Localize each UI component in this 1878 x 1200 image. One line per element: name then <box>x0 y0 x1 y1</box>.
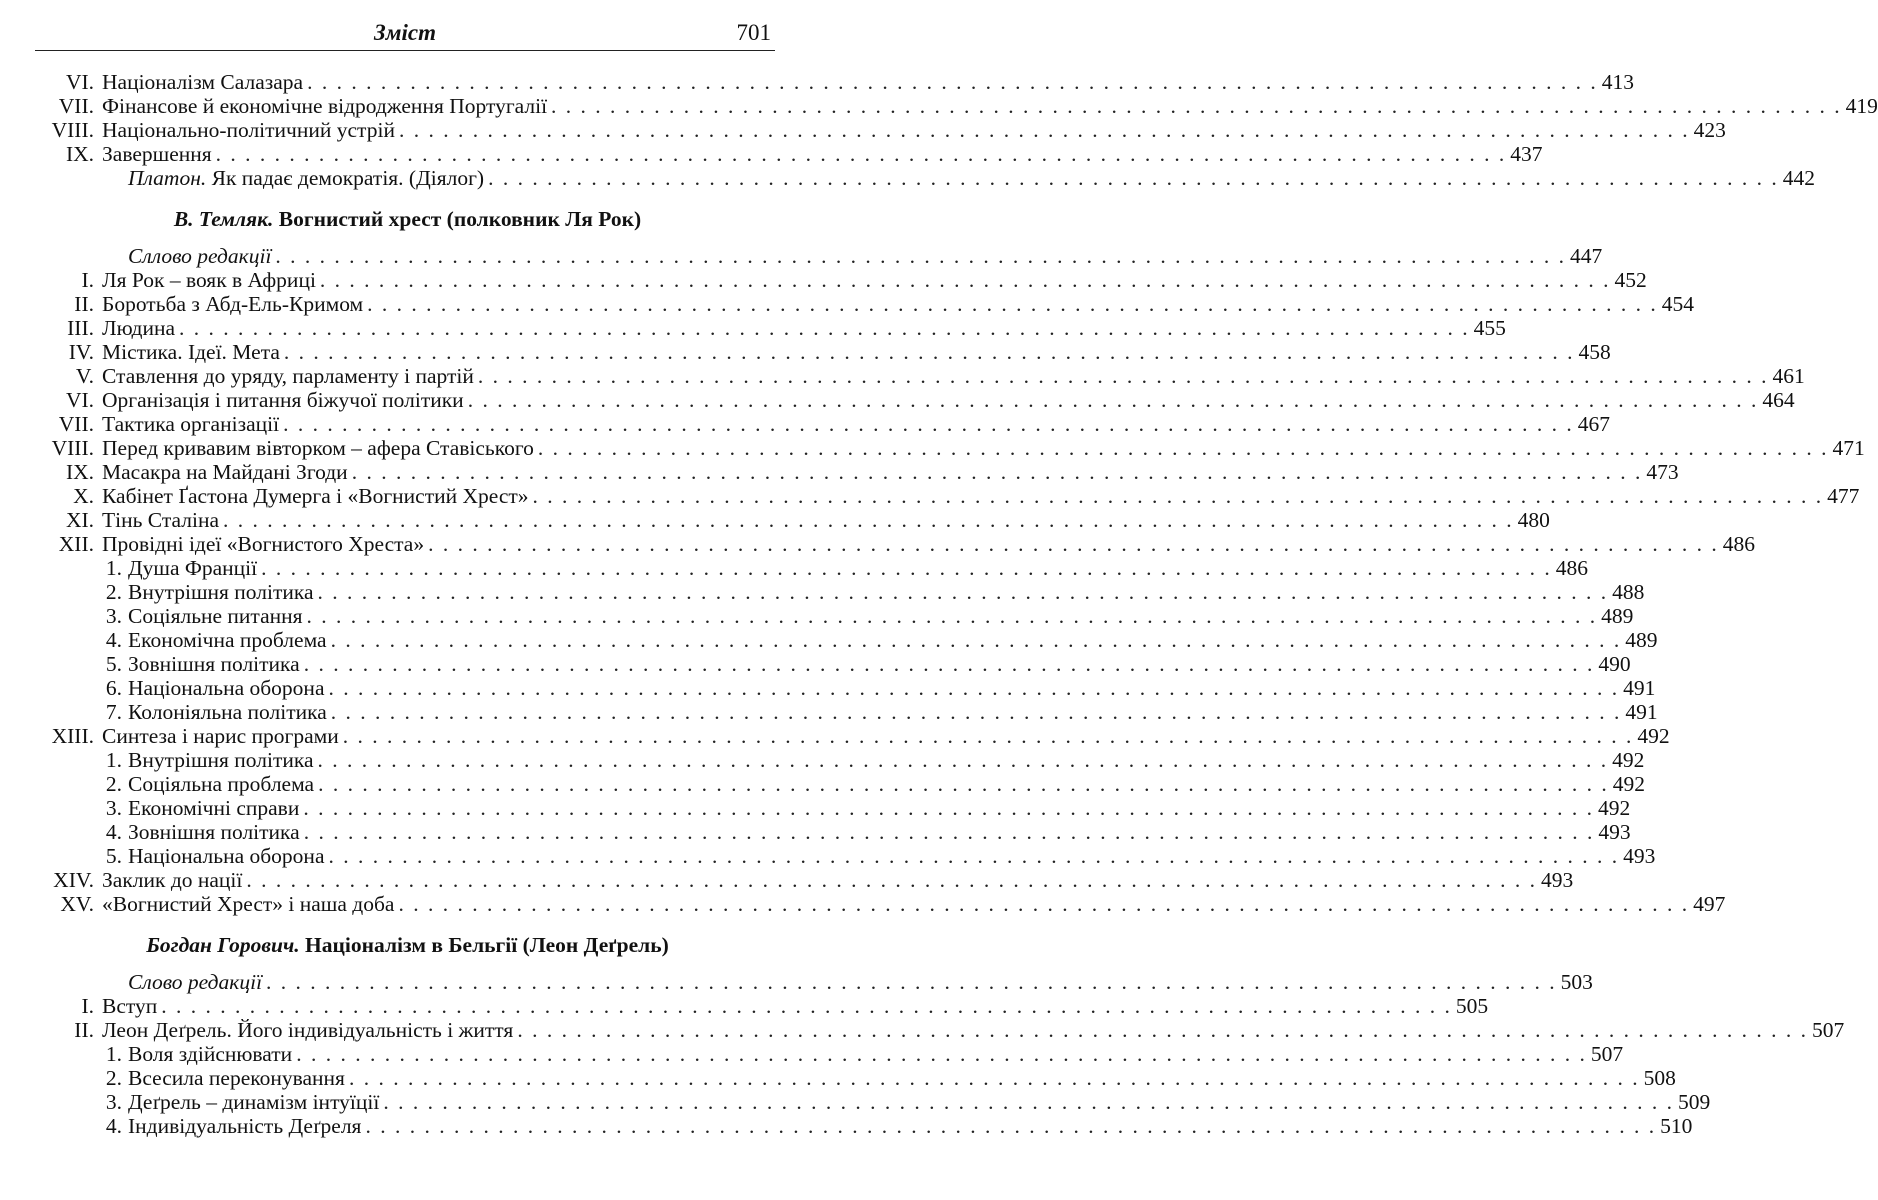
entry-text: Провідні ідеї «Вогнистого Хреста» <box>102 532 425 556</box>
leader-dots <box>352 460 1643 484</box>
toc-entry <box>40 892 1726 916</box>
leader-dots <box>468 388 1759 412</box>
entry-number: XIV. <box>53 868 94 892</box>
entry-text: Леон Деґрель. Його індивідуальність і життя <box>102 1018 514 1042</box>
entry-number: VII. <box>58 412 94 436</box>
toc-entry <box>40 364 1805 388</box>
leader-dots <box>320 268 1611 292</box>
entry-number: VIII. <box>51 118 94 142</box>
toc-entry <box>40 268 1647 292</box>
entry-number: 2. <box>105 772 122 796</box>
entry-page: 442 <box>1782 166 1815 190</box>
leader-dots <box>349 1066 1640 1090</box>
section-heading-horovych <box>40 923 775 967</box>
entry-text: Душа Франції <box>128 556 258 580</box>
entry-text: Містика. Ідеї. Мета <box>102 340 280 364</box>
toc-entry <box>40 508 1550 532</box>
toc-entry <box>40 142 1543 166</box>
toc-entry <box>40 118 1726 142</box>
toc-subentry <box>40 652 1631 676</box>
leader-dots <box>246 868 1537 892</box>
entry-page: 492 <box>1637 724 1670 748</box>
leader-dots <box>488 166 1779 190</box>
entry-number: X. <box>73 484 94 508</box>
entry-text: Кабінет Ґастона Думерга і «Вогнистий Хрест» <box>102 484 529 508</box>
leader-dots <box>304 820 1595 844</box>
entry-number: 4. <box>105 628 122 652</box>
leader-dots <box>261 556 1552 580</box>
leader-dots <box>307 70 1598 94</box>
entry-page: 492 <box>1612 748 1645 772</box>
entry-author: Платон. <box>128 166 207 190</box>
section-2-final-entries <box>40 868 1726 916</box>
entry-number: I. <box>81 268 94 292</box>
leader-dots <box>318 580 1609 604</box>
toc-entry <box>40 436 1865 460</box>
leader-dots <box>179 316 1470 340</box>
entry-page: 413 <box>1601 70 1634 94</box>
entry-number: V. <box>75 364 94 388</box>
leader-dots <box>318 772 1609 796</box>
entry-page: 467 <box>1577 412 1610 436</box>
toc-subentry <box>40 772 1645 796</box>
entry-text: Ставлення до уряду, парламенту і партій <box>102 364 474 388</box>
entry-page: 491 <box>1623 676 1656 700</box>
entry-text: Внутрішня політика <box>128 580 314 604</box>
entry-number: 3. <box>105 796 122 820</box>
section-3-subentries <box>40 1042 1711 1138</box>
entry-text: Тактика організації <box>102 412 280 436</box>
toc-entry-dialog <box>40 166 1815 190</box>
leader-dots <box>284 340 1575 364</box>
leader-dots <box>303 796 1594 820</box>
entry-text: Економічні справи <box>128 796 300 820</box>
entry-page: 477 <box>1827 484 1860 508</box>
toc-subentry <box>40 748 1645 772</box>
toc-subentry <box>40 1042 1624 1066</box>
entry-page: 488 <box>1612 580 1645 604</box>
entry-number: 2. <box>105 1066 122 1090</box>
leader-dots <box>533 484 1824 508</box>
entry-page: 447 <box>1570 244 1603 268</box>
toc-subentry <box>40 796 1631 820</box>
entry-page: 455 <box>1473 316 1506 340</box>
toc-entry <box>40 316 1506 340</box>
section-author: В. Темляк. <box>173 207 274 231</box>
toc-subentry <box>40 676 1656 700</box>
entry-text: Соціяльна проблема <box>128 772 315 796</box>
entry-number: IX. <box>65 460 94 484</box>
entry-number: 4. <box>105 820 122 844</box>
toc-entry <box>40 1018 1845 1042</box>
entry-text: Вступ <box>102 994 158 1018</box>
section-2-subentries-xii <box>40 556 1658 724</box>
toc-subentry <box>40 1090 1711 1114</box>
leader-dots <box>398 892 1689 916</box>
entry-page: 461 <box>1772 364 1805 388</box>
toc-subentry <box>40 628 1658 652</box>
leader-dots <box>517 1018 1808 1042</box>
entry-page: 505 <box>1455 994 1489 1018</box>
entry-number: XI. <box>65 508 94 532</box>
toc-subentry <box>40 604 1634 628</box>
toc-entry <box>40 340 1611 364</box>
entry-text: Фінансове й економічне відродження Португалії <box>102 94 548 118</box>
leader-dots <box>367 292 1658 316</box>
leader-dots <box>343 724 1634 748</box>
entry-text: Слово редакції <box>128 970 263 994</box>
entry-title: Як падає демократія. (Діялог) <box>211 166 485 190</box>
entry-text: Економічна проблема <box>128 628 327 652</box>
leader-dots <box>383 1090 1674 1114</box>
toc-entry-foreword <box>40 970 1593 994</box>
entry-text: Масакра на Майдані Згоди <box>102 460 348 484</box>
entry-number: 2. <box>105 580 122 604</box>
leader-dots <box>365 1114 1656 1138</box>
entry-text: Внутрішня політика <box>128 748 314 772</box>
entry-page: 510 <box>1660 1114 1693 1138</box>
entry-number: 1. <box>105 556 122 580</box>
entry-page: 489 <box>1601 604 1634 628</box>
leader-dots <box>328 676 1619 700</box>
entry-page: 486 <box>1722 532 1755 556</box>
toc-subentry <box>40 1114 1693 1138</box>
entry-text: Індивідуальність Деґреля <box>128 1114 362 1138</box>
entry-text: Людина <box>102 316 176 340</box>
entry-page: 437 <box>1510 142 1543 166</box>
entry-text <box>128 166 484 190</box>
entry-number: VII. <box>58 94 94 118</box>
toc-entry <box>40 412 1610 436</box>
entry-number: II. <box>74 292 94 316</box>
leader-dots <box>538 436 1829 460</box>
entry-text: Національно-політичний устрій <box>102 118 395 142</box>
section-2-entry-xiii <box>40 724 1670 748</box>
entry-number: XII. <box>58 532 94 556</box>
entry-page: 507 <box>1590 1042 1624 1066</box>
entry-page: 471 <box>1832 436 1865 460</box>
toc-entry <box>40 994 1489 1018</box>
leader-dots <box>318 748 1609 772</box>
entry-page: 486 <box>1555 556 1589 580</box>
toc-entry <box>40 532 1755 556</box>
leader-dots <box>296 1042 1587 1066</box>
entry-number: 4. <box>105 1114 122 1138</box>
entry-number: VI. <box>65 70 94 94</box>
leader-dots <box>275 244 1566 268</box>
running-title: Зміст <box>374 20 436 45</box>
entry-page: 509 <box>1677 1090 1711 1114</box>
toc-entry <box>40 484 1860 508</box>
entry-text: Організація і питання біжучої політики <box>102 388 464 412</box>
leader-dots <box>428 532 1719 556</box>
leader-dots <box>478 364 1769 388</box>
entry-number: XIII. <box>51 724 94 748</box>
entry-number: 7. <box>105 700 122 724</box>
entry-text: Тінь Сталіна <box>102 508 219 532</box>
toc-subentry <box>40 1066 1676 1090</box>
section-2-entries <box>40 268 1865 556</box>
section-1-entries <box>40 70 1878 166</box>
entry-text: Завершення <box>102 142 212 166</box>
entry-number: IV. <box>68 340 94 364</box>
leader-dots <box>223 508 1514 532</box>
entry-text: «Вогнистий Хрест» і наша доба <box>102 892 395 916</box>
entry-number: I. <box>81 994 94 1018</box>
entry-page: 480 <box>1517 508 1550 532</box>
entry-number: 1. <box>105 748 122 772</box>
leader-dots <box>283 412 1574 436</box>
toc-entry-foreword <box>40 244 1603 268</box>
page-header <box>35 14 775 51</box>
section-2-subentries-xiii <box>40 748 1656 868</box>
entry-text: Соціяльне питання <box>128 604 303 628</box>
section-title: Вогнистий хрест (полковник Ля Рок) <box>278 207 642 231</box>
entry-number: III. <box>67 316 94 340</box>
entry-text: Всесила переконування <box>128 1066 345 1090</box>
toc-subentry <box>40 700 1658 724</box>
entry-page: 493 <box>1623 844 1656 868</box>
leader-dots <box>216 142 1507 166</box>
entry-number: 3. <box>105 604 122 628</box>
entry-number: XV. <box>60 892 94 916</box>
entry-number: 6. <box>105 676 122 700</box>
toc-entry <box>40 724 1670 748</box>
entry-text: Ля Рок – вояк в Африці <box>102 268 316 292</box>
leader-dots <box>551 94 1842 118</box>
entry-text: Колоніяльна політика <box>128 700 327 724</box>
entry-number: 1. <box>105 1042 122 1066</box>
entry-number: IX. <box>65 142 94 166</box>
entry-number: VI. <box>65 388 94 412</box>
entry-page: 493 <box>1598 820 1631 844</box>
leader-dots <box>331 628 1622 652</box>
entry-text: Синтеза і нарис програми <box>102 724 339 748</box>
entry-number: VIII. <box>51 436 94 460</box>
leader-dots <box>161 994 1452 1018</box>
entry-page: 503 <box>1560 970 1593 994</box>
leader-dots <box>307 604 1598 628</box>
entry-page: 491 <box>1625 700 1658 724</box>
entry-page: 492 <box>1597 796 1631 820</box>
entry-page: 454 <box>1661 292 1695 316</box>
entry-text: Боротьба з Абд-Ель-Кримом <box>102 292 364 316</box>
toc-entry <box>40 70 1634 94</box>
entry-text: Заклик до нації <box>102 868 243 892</box>
entry-page: 489 <box>1625 628 1658 652</box>
toc-subentry <box>40 556 1589 580</box>
entry-text: Перед кривавим вівторком – афера Ставіського <box>102 436 534 460</box>
entry-page: 458 <box>1578 340 1611 364</box>
entry-number: 5. <box>105 652 122 676</box>
entry-page: 507 <box>1811 1018 1845 1042</box>
entry-text: Сллово редакції <box>128 244 272 268</box>
entry-text: Зовнішня політика <box>128 820 300 844</box>
entry-text: Національна оборона <box>128 676 325 700</box>
section-3-entries <box>40 994 1845 1042</box>
leader-dots <box>304 652 1595 676</box>
entry-page: 423 <box>1693 118 1726 142</box>
entry-text: Деґрель – динамізм інтуїції <box>128 1090 380 1114</box>
toc-entry <box>40 460 1679 484</box>
entry-page: 508 <box>1643 1066 1676 1090</box>
entry-number: 5. <box>105 844 122 868</box>
toc-subentry <box>40 844 1656 868</box>
entry-page: 452 <box>1614 268 1647 292</box>
entry-page: 497 <box>1693 892 1726 916</box>
entry-page: 493 <box>1541 868 1574 892</box>
toc-subentry <box>40 580 1645 604</box>
entry-number: 3. <box>105 1090 122 1114</box>
page-number: 701 <box>736 20 771 45</box>
leader-dots <box>331 700 1622 724</box>
toc-entry <box>40 868 1574 892</box>
toc-entry <box>40 292 1695 316</box>
section-title: Націоналізм в Бельгії (Леон Деґрель) <box>305 933 669 957</box>
entry-page: 419 <box>1845 94 1878 118</box>
entry-page: 464 <box>1762 388 1795 412</box>
toc-subentry <box>40 820 1631 844</box>
leader-dots <box>266 970 1557 994</box>
entry-text: Воля здійснювати <box>128 1042 293 1066</box>
entry-text: Зовнішня політика <box>128 652 300 676</box>
section-heading-temliak <box>40 197 775 241</box>
entry-page: 492 <box>1612 772 1645 796</box>
toc-entry <box>40 388 1795 412</box>
leader-dots <box>399 118 1690 142</box>
entry-page: 490 <box>1598 652 1631 676</box>
entry-text: Націоналізм Салазара <box>102 70 304 94</box>
entry-number: II. <box>74 1018 94 1042</box>
entry-page: 473 <box>1646 460 1679 484</box>
section-author: Богдан Горович. <box>146 933 300 957</box>
toc-entry <box>40 94 1878 118</box>
leader-dots <box>328 844 1619 868</box>
table-of-contents <box>40 70 1878 1138</box>
entry-text: Національна оборона <box>128 844 325 868</box>
